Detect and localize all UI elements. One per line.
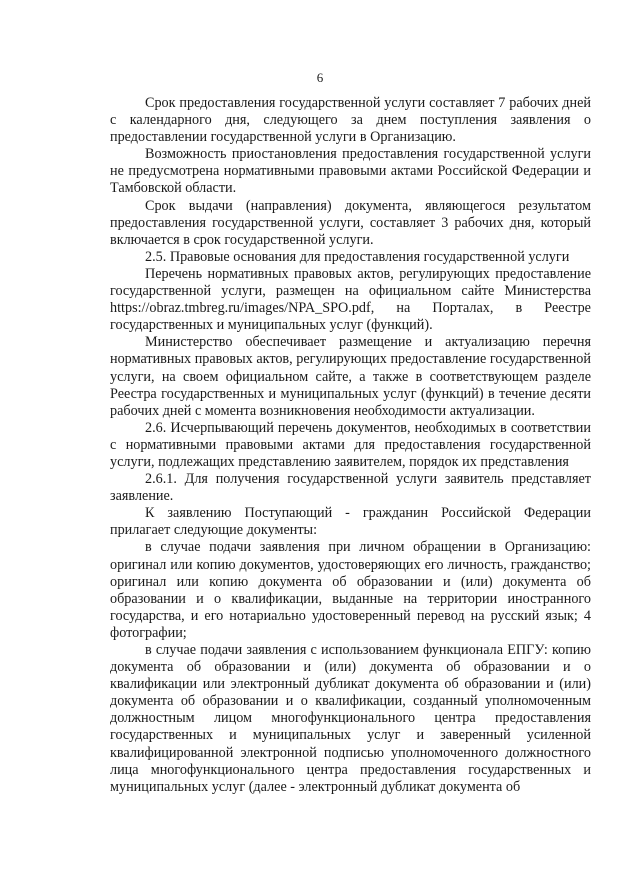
paragraph-issue-term: Срок выдачи (направления) документа, являющегося результатом предоставления государственной услуги, составляет 3 рабочих дня, который включается в срок государственной услуги. xyxy=(110,197,591,248)
section-heading-2-6: 2.6. Исчерпывающий перечень документов, необходимых в соответствии с нормативными правовыми актами для предоставления государственной услуги, подлежащих представлению заявителем, порядок их представления xyxy=(110,419,591,470)
page-number: 6 xyxy=(316,70,324,85)
paragraph-in-person-submission: в случае подачи заявления при личном обращении в Организацию: оригинал или копию документов, удостоверяющих его личность, гражданство; оригинал или копию документа об образовании и (или) документа об образовании и о квалификации, выданные на территории иностранного государства, и его нотариально удостоверенный перевод на русский язык; 4 фотографии; xyxy=(110,539,591,641)
section-heading-2-5: 2.5. Правовые основания для предоставления государственной услуги xyxy=(145,248,570,265)
paragraph-2-6-1: 2.6.1. Для получения государственной услуги заявитель представляет заявление. xyxy=(110,471,591,505)
paragraph-ministry-updates: Министерство обеспечивает размещение и актуализацию перечня нормативных правовых актов, регулирующих предоставление государственной услуги, на своем официальном сайте, а также в соответствующем разделе Реестра государственных и муниципальных услуг (функций) в течение десяти рабочих дней с момента возникновения необходимости актуализации. xyxy=(110,334,591,419)
paragraph-legal-acts-list: Перечень нормативных правовых актов, регулирующих предоставление государственной услуги, размещен на официальном сайте Министерства https://obraz.tmbreg.ru/images/NPA_SPO.pdf, на Порталах, в Реестре государственных и муниципальных услуг (функций). xyxy=(110,265,591,334)
paragraph-suspension: Возможность приостановления предоставления государственной услуги не предусмотрена нормативными правовыми актами Российской Федерации и Тамбовской области. xyxy=(110,146,591,197)
paragraph-epgu-submission: в случае подачи заявления с использованием функционала ЕПГУ: копию документа об образовании и (или) документа об образовании и о квалификации или электронный дубликат документа об образовании и (или) документа об образовании и о квалификации, созданный уполномоченным должностным лицом многофункционального центра предоставления государственных и муниципальных услуг и заверенный усиленной квалифицированной электронной подписью уполномоченного должностного лица многофункционального центра предоставления государственных и муниципальных услуг (далее - электронный дубликат документа об xyxy=(110,642,591,795)
document-body xyxy=(110,95,591,796)
paragraph-attached-documents: К заявлению Поступающий - гражданин Российской Федерации прилагает следующие документы: xyxy=(110,505,591,539)
paragraph-service-term: Срок предоставления государственной услуги составляет 7 рабочих дней с календарного дня, следующего за днем поступления заявления о предоставлении государственной услуги в Организацию. xyxy=(110,95,591,146)
